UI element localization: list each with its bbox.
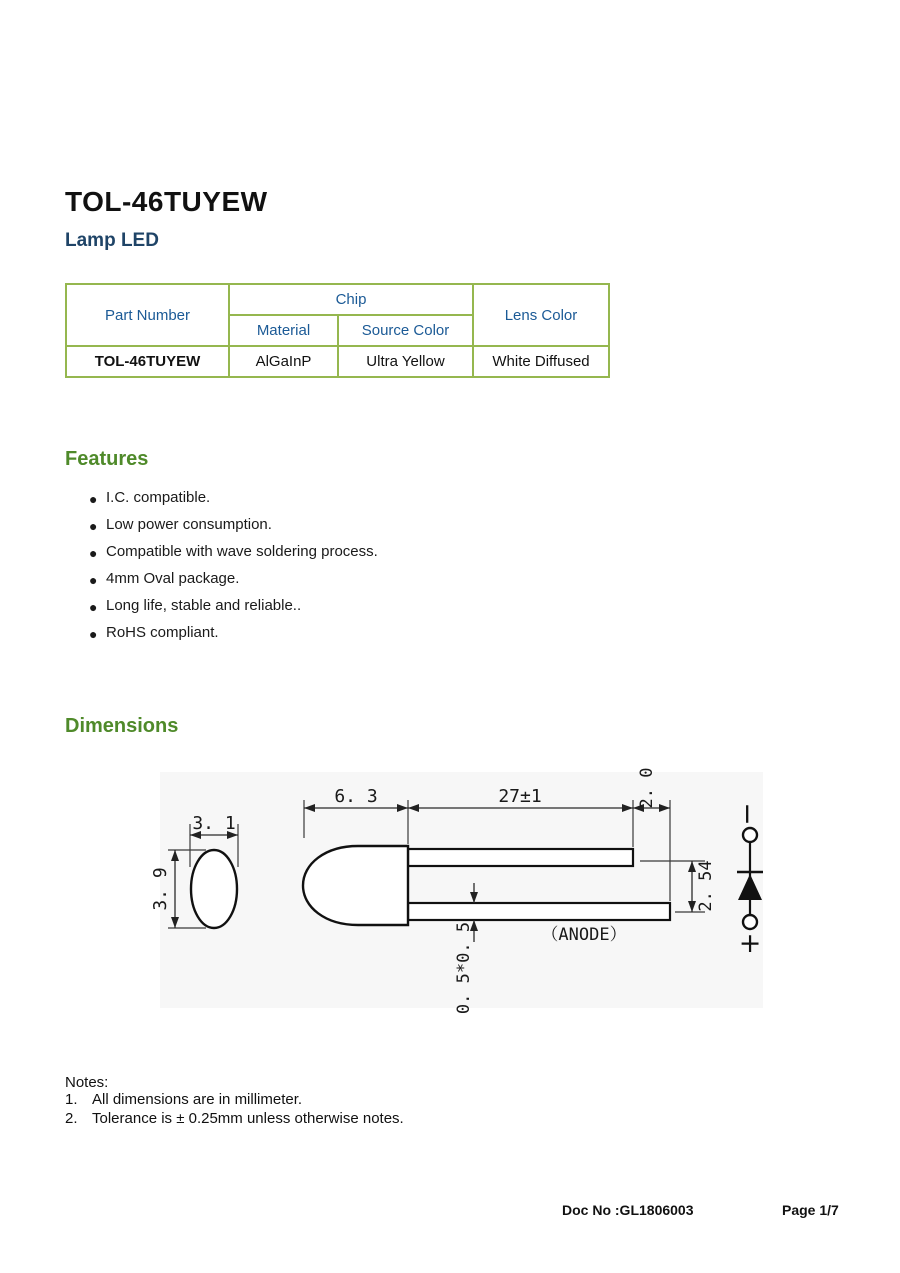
feature-text: 4mm Oval package. [106,570,240,587]
led-body-outline [303,846,408,925]
note-text: All dimensions are in millimeter. [92,1091,303,1108]
dim-front-height: 3. 9 [150,867,171,911]
note-number: 1. [65,1091,78,1108]
features-heading: Features [65,448,149,470]
doc-number: Doc No :GL1806003 [562,1202,694,1218]
cell-lens-color: White Diffused [473,346,609,377]
technical-drawing [150,767,763,1015]
anode-label: （ANODE） [541,925,627,945]
feature-text: RoHS compliant. [106,624,219,641]
page-indicator: Page 1/7 [782,1202,839,1218]
feature-text: Low power consumption. [106,516,272,533]
note-text: Tolerance is ± 0.25mm unless otherwise notes. [92,1109,404,1127]
bullet-icon: ● [89,626,98,642]
col-header-source-color: Source Color [338,315,473,346]
minus-polarity-mark: − [730,802,763,826]
col-header-part-number: Part Number [66,284,229,346]
bullet-icon: ● [89,518,98,534]
list-item [89,597,589,624]
list-item [89,489,589,516]
list-item [89,543,589,570]
cathode-lead [408,849,633,866]
dim-body-length: 6. 3 [334,786,378,807]
page-title: TOL-46TUYEW [65,186,268,217]
features-list [89,489,589,651]
col-header-material: Material [229,315,338,346]
bullet-icon: ● [89,599,98,615]
notes-section [65,1074,404,1128]
cell-part-number: TOL-46TUYEW [66,346,229,377]
product-table [65,283,610,378]
col-header-chip: Chip [229,284,473,315]
dim-lead-pitch: 2. 54 [696,860,716,912]
col-header-lens-color: Lens Color [473,284,609,346]
side-view [303,768,716,1015]
anode-lead [408,903,670,920]
list-item [89,516,589,543]
diode-schematic [730,802,763,959]
front-view [150,813,238,928]
dimensions-heading: Dimensions [65,715,179,737]
note-number: 2. [65,1109,78,1127]
bullet-icon: ● [89,491,98,507]
cathode-terminal-icon [743,828,757,842]
table-row [66,346,609,377]
dim-front-width: 3. 1 [192,813,236,834]
feature-text: I.C. compatible. [106,489,211,506]
plus-polarity-mark: + [738,928,762,959]
list-item [89,624,589,651]
anode-terminal-icon [743,915,757,929]
dim-lead-cross-section: 0. 5*0. 5 [454,921,474,1015]
page-subtitle: Lamp LED [65,230,159,251]
bullet-icon: ● [89,572,98,588]
bullet-icon: ● [89,545,98,561]
note-item [65,1091,404,1110]
dim-lead-length: 27±1 [498,786,542,807]
note-item [65,1110,404,1129]
diode-triangle-icon [738,874,762,900]
dim-tip-offset: 2. 0 [637,767,657,809]
feature-text: Long life, stable and reliable.. [106,597,302,614]
oval-lens-outline [191,850,237,928]
cell-source-color: Ultra Yellow [338,346,473,377]
cell-material: AlGaInP [229,346,338,377]
list-item [89,570,589,597]
notes-heading: Notes: [65,1074,109,1091]
feature-text: Compatible with wave soldering process. [106,543,378,560]
